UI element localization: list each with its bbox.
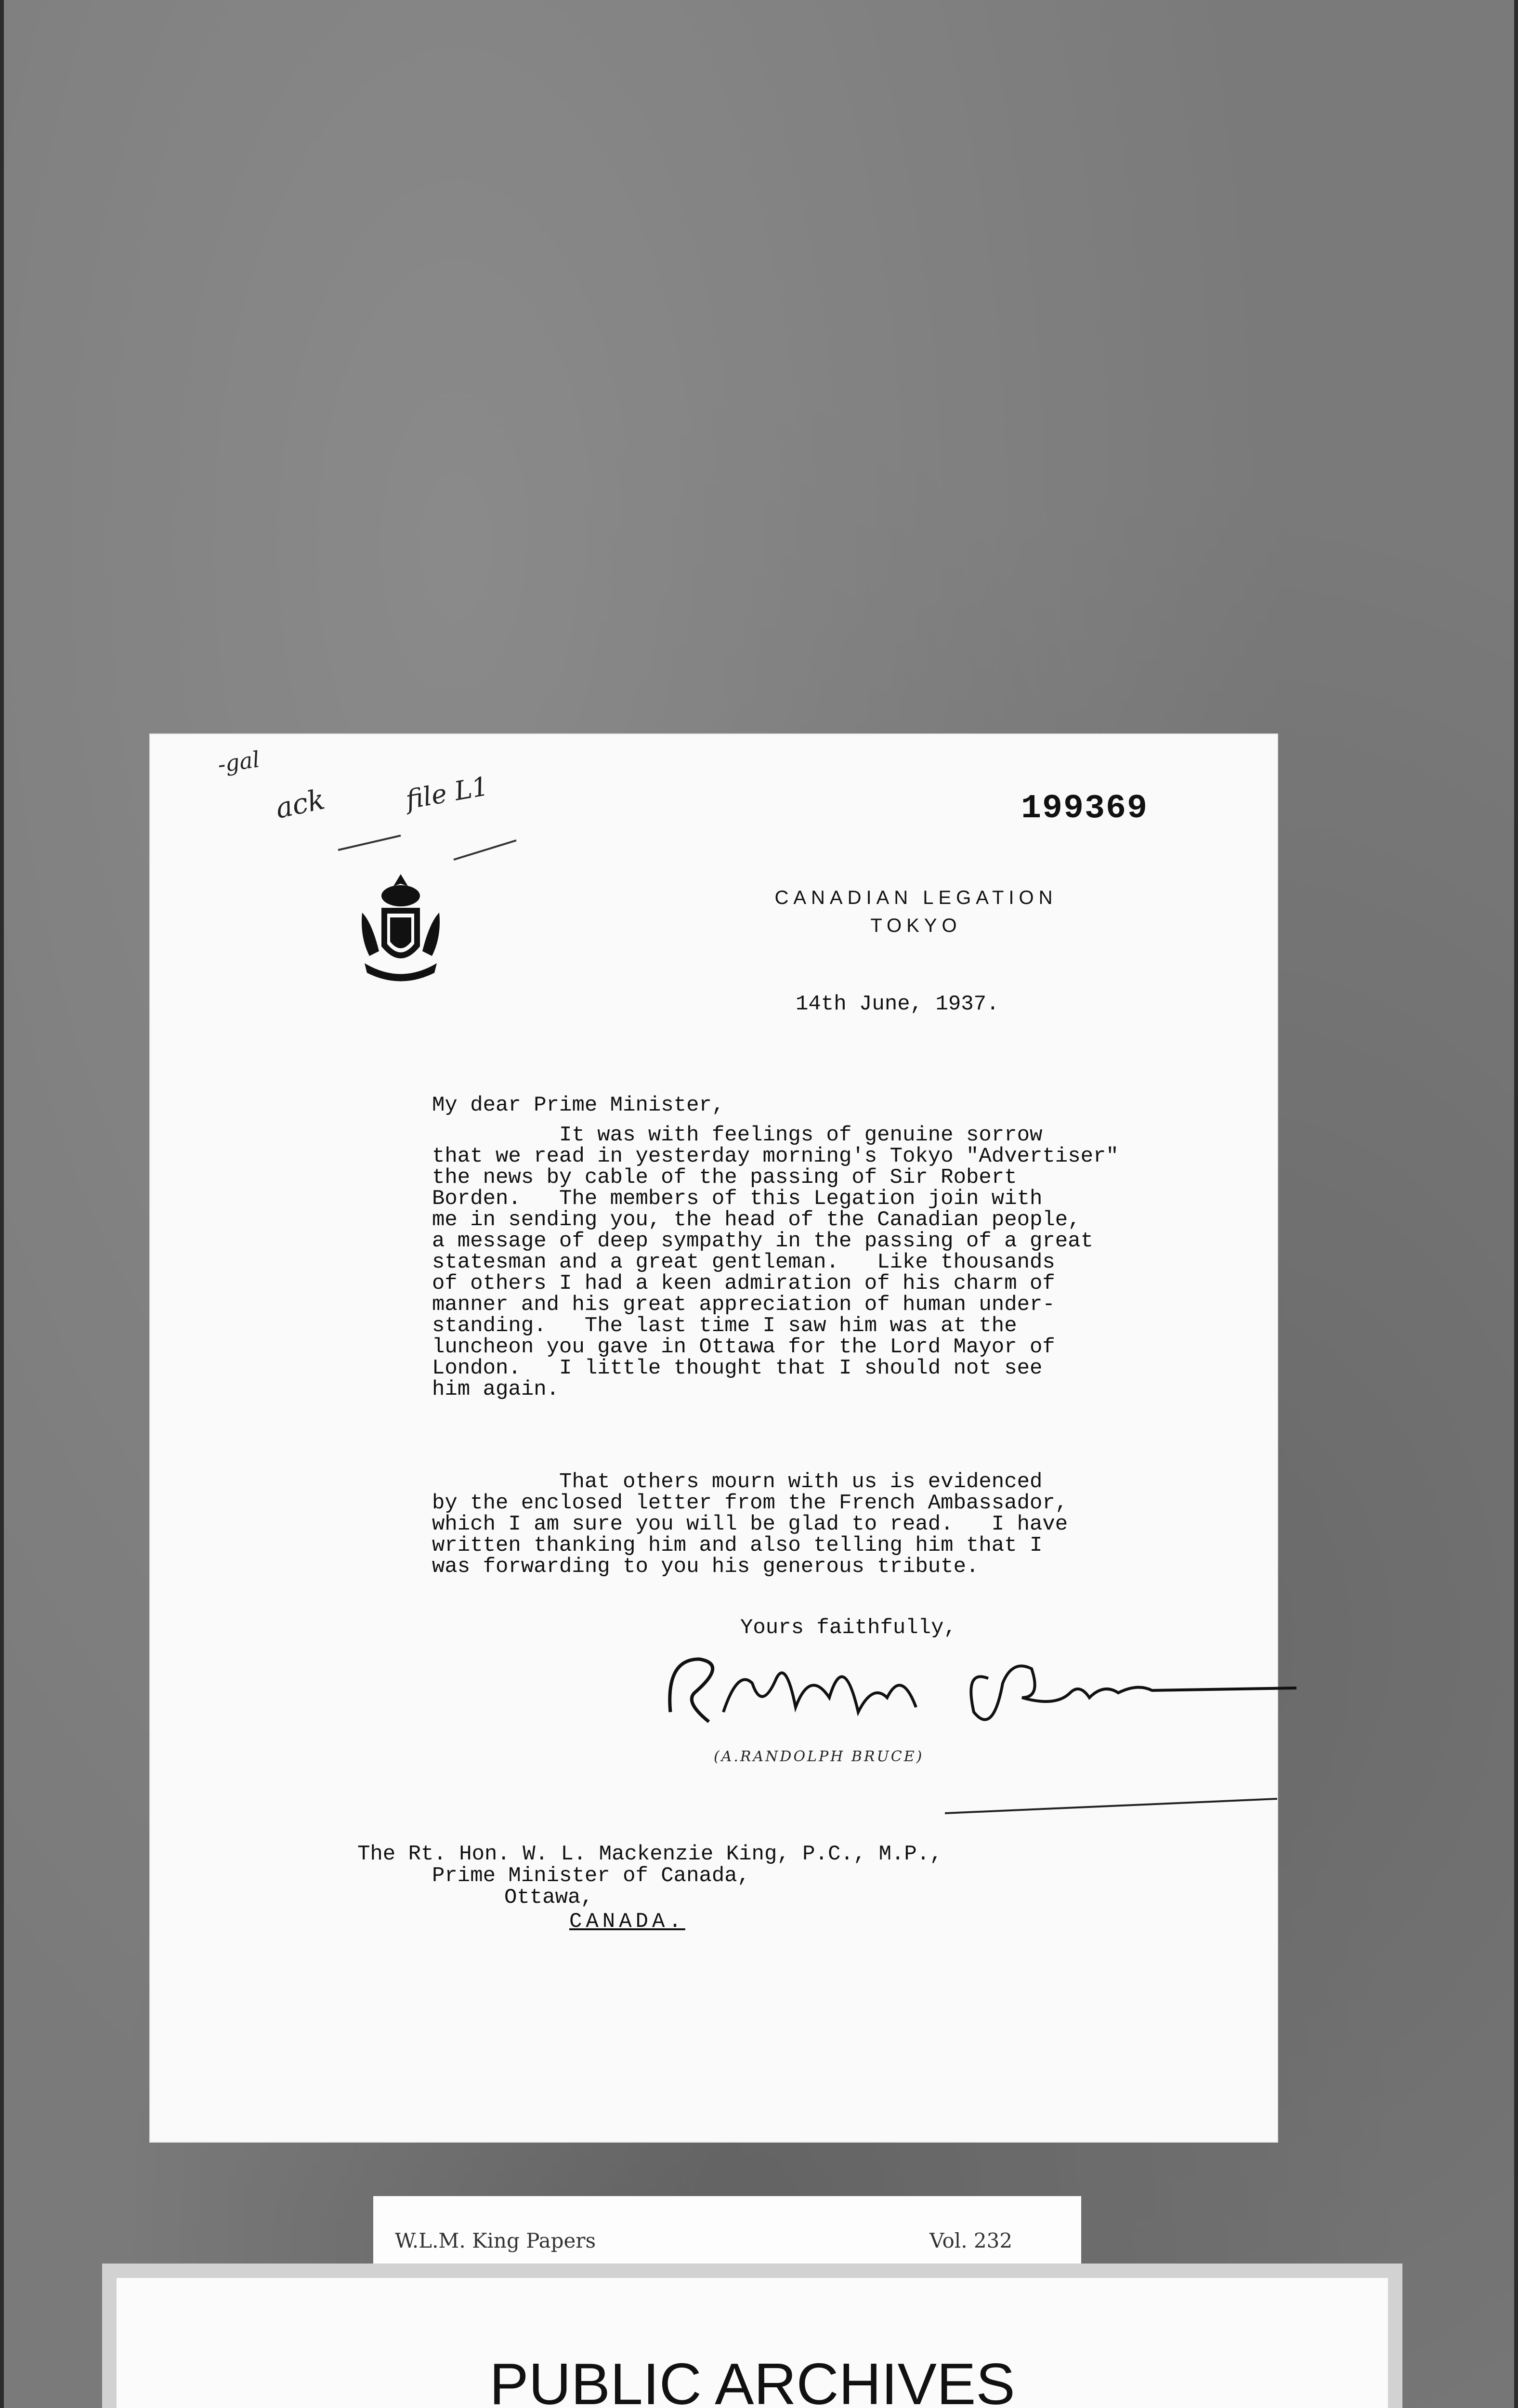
body-paragraph-1: It was with feelings of genuine sorrow that we read in yesterday morning's Tokyo "Advertiser" the news by cable of the passing of Sir Robert Borden. The members of this Legation join with me in sending you, the head of the Canadian people, a message of deep sympathy in the passing of a great statesman and a great gentleman. Like thousands of others I had a keen admiration of his charm of manner and his great appreciation of human under- standing. The last time I saw him was at the luncheon you gave in Ottawa for the Lord Mayor of London. I little thought that I should not see him again. <box>432 1123 1119 1401</box>
document-number-stamp: 199369 <box>1021 790 1149 828</box>
archive-card <box>117 2278 1388 2408</box>
slip-collection: W.L.M. King Papers <box>395 2229 596 2252</box>
letter-date: 14th June, 1937. <box>796 992 999 1016</box>
address-line-4: CANADA. <box>569 1910 685 1934</box>
royal-arms-crest-icon <box>353 869 449 990</box>
address-line-3: Ottawa, <box>504 1885 593 1910</box>
letterhead-line-2: TOKYO <box>870 915 962 936</box>
body-paragraph-2: That others mourn with us is evidenced by the enclosed letter from the French Ambassador, which I am sure you will be glad to read. I have written thanking him and also telling him that I was forwarding to you his generous tribute. <box>432 1470 1068 1579</box>
closing: Yours faithfully, <box>740 1616 956 1640</box>
letterhead <box>728 884 1104 940</box>
margin-note-2: ack <box>273 783 328 825</box>
frame-edge-left <box>0 0 4 2408</box>
letter-page <box>150 734 1277 2142</box>
archive-card-line-1: PUBLIC ARCHIVES <box>489 2351 1015 2408</box>
letterhead-line-1: CANADIAN LEGATION <box>774 887 1058 908</box>
address-line-1: The Rt. Hon. W. L. Mackenzie King, P.C., M.P., <box>357 1842 942 1866</box>
archive-reference-slip <box>373 2196 1081 2288</box>
address-line-2: Prime Minister of Canada, <box>432 1864 750 1888</box>
frame-edge-right <box>1514 0 1518 2408</box>
slip-volume: Vol. 232 <box>929 2229 1013 2252</box>
margin-note-1: -gal <box>216 746 262 778</box>
signature <box>656 1640 1306 1736</box>
margin-note-3: file L1 <box>403 771 491 815</box>
salutation: My dear Prime Minister, <box>432 1093 725 1117</box>
typed-signatory-name: (A.RANDOLPH BRUCE) <box>714 1748 924 1765</box>
margin-note-strokes <box>333 807 536 864</box>
pen-stroke-line <box>945 1794 1282 1823</box>
